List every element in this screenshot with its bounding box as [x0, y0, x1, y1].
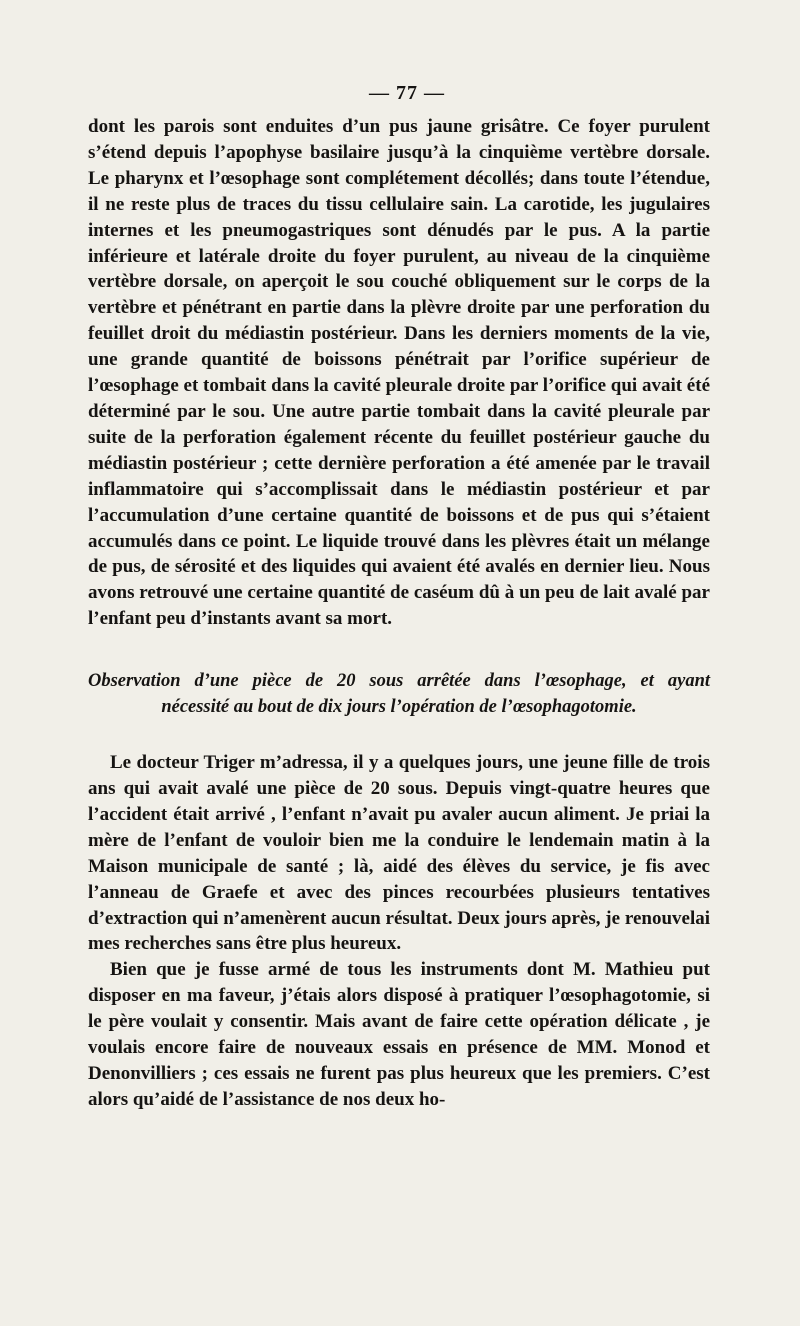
page-number: — 77 — [369, 82, 445, 104]
observation-heading-line-2: nécessité au bout de dix jours l’opération de l’œsophagotomie. [161, 697, 637, 718]
document-page [88, 78, 710, 1113]
paragraph-autopsy-findings: dont les parois sont enduites d’un pus jaune grisâtre. Ce foyer purulent s’étend depuis l’apophyse basilaire jusqu’à la cinquième vertèbre dorsale. Le pharynx et l’œsophage sont complétement décollés; dans toute l’étendue, il ne reste plus de traces du tissu cellulaire sain. La carotide, les jugulaires internes et les pneumogastriques sont dénudés par le pus. A la partie inférieure et latérale droite du foyer purulent, au niveau de la cinquième vertèbre dorsale, on aperçoit le sou couché obliquement sur le corps de la vertèbre et pénétrant en partie dans la plèvre droite par une perforation du feuillet droit du médiastin postérieur. Dans les derniers moments de la vie, une grande quantité de boissons pénétrait par l’orifice supérieur de l’œsophage et tombait dans la cavité pleurale droite par l’orifice qui avait été déterminé par le sou. Une autre partie tombait dans la cavité pleurale par suite de la perforation également récente du feuillet postérieur gauche du médiastin postérieur ; cette dernière perforation a été amenée par le travail inflammatoire qui s’accomplissait dans le médiastin postérieur et par l’accumulation d’une certaine quantité de boissons et de pus qui s’étaient accumulés dans ce point. Le liquide trouvé dans les plèvres était un mélange de pus, de sérosité et des liquides qui avaient été avalés en dernier lieu. Nous avons retrouvé une certaine quantité de caséum dû à un peu de lait avalé par l’enfant peu d’instants avant sa mort. [88, 116, 710, 630]
paragraph-case-introduction: Le docteur Triger m’adressa, il y a quelques jours, une jeune fille de trois ans qui avait avalé une pièce de 20 sous. Depuis vingt-quatre heures que l’accident était arrivé , l’enfant n’avait pu avaler aucun aliment. Je priai la mère de l’enfant de vouloir bien me la conduire le lendemain matin à la Maison municipale de santé ; là, aidé des élèves du service, je fis avec l’anneau de Graefe et avec des pinces recourbées plusieurs tentatives d’extraction qui n’amenèrent aucun résultat. Deux jours après, je renouvelai mes recherches sans être plus heureux. [88, 752, 710, 955]
observation-heading [88, 668, 710, 720]
observation-heading-line-1: Observation d’une pièce de 20 sous arrêtée dans l’œsophage, et ayant [88, 671, 710, 692]
paragraph-operation-decision: Bien que je fusse armé de tous les instruments dont M. Mathieu put disposer en ma faveur, j’étais alors disposé à pratiquer l’œsophagotomie, si le père voulait y consentir. Mais avant de faire cette opération délicate , je voulais encore faire de nouveaux essais en présence de MM. Monod et Denonvilliers ; ces essais ne furent pas plus heureux que les premiers. C’est alors qu’aidé de l’assistance de nos deux ho- [88, 959, 710, 1110]
